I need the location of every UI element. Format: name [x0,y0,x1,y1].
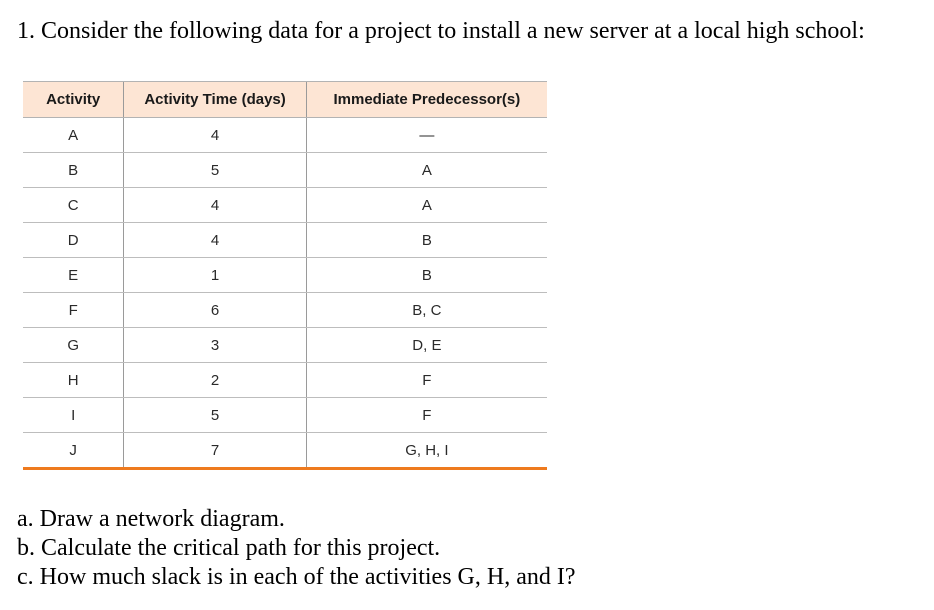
question-parts-list [17,505,576,592]
cell-predecessors: F [306,398,547,433]
header-activity: Activity [23,82,124,118]
cell-predecessors: A [306,153,547,188]
question-part-b: b. Calculate the critical path for this project. [17,535,441,561]
cell-activity: A [23,118,124,153]
activity-table [23,81,547,470]
cell-time: 7 [124,433,306,469]
cell-time: 3 [124,328,306,363]
cell-predecessors: A [306,188,547,223]
cell-predecessors: G, H, I [306,433,547,469]
cell-time: 1 [124,258,306,293]
cell-predecessors: B, C [306,293,547,328]
cell-predecessors: B [306,258,547,293]
table-row [23,153,547,188]
activity-table-container [23,81,547,470]
question-part-c: c. How much slack is in each of the activities G, H, and I? [17,564,576,590]
cell-activity: J [23,433,124,469]
table-row [23,258,547,293]
cell-predecessors: F [306,363,547,398]
cell-predecessors: B [306,223,547,258]
cell-time: 4 [124,118,306,153]
cell-activity: G [23,328,124,363]
cell-activity: E [23,258,124,293]
table-row [23,398,547,433]
cell-time: 4 [124,188,306,223]
header-activity-time: Activity Time (days) [124,82,306,118]
table-row [23,293,547,328]
cell-activity: B [23,153,124,188]
cell-predecessors: — [306,118,547,153]
table-row [23,363,547,398]
header-immediate-predecessors: Immediate Predecessor(s) [306,82,547,118]
question-text: 1. Consider the following data for a project to install a new server at a local high school: [17,18,865,44]
cell-activity: I [23,398,124,433]
cell-activity: C [23,188,124,223]
cell-time: 6 [124,293,306,328]
cell-predecessors: D, E [306,328,547,363]
table-header-row [23,82,547,118]
table-row [23,433,547,469]
cell-activity: D [23,223,124,258]
cell-time: 4 [124,223,306,258]
cell-activity: F [23,293,124,328]
table-row [23,328,547,363]
cell-activity: H [23,363,124,398]
cell-time: 5 [124,398,306,433]
table-body [23,118,547,469]
table-row [23,188,547,223]
question-part-a: a. Draw a network diagram. [17,506,285,532]
table-row [23,223,547,258]
cell-time: 5 [124,153,306,188]
table-row [23,118,547,153]
cell-time: 2 [124,363,306,398]
